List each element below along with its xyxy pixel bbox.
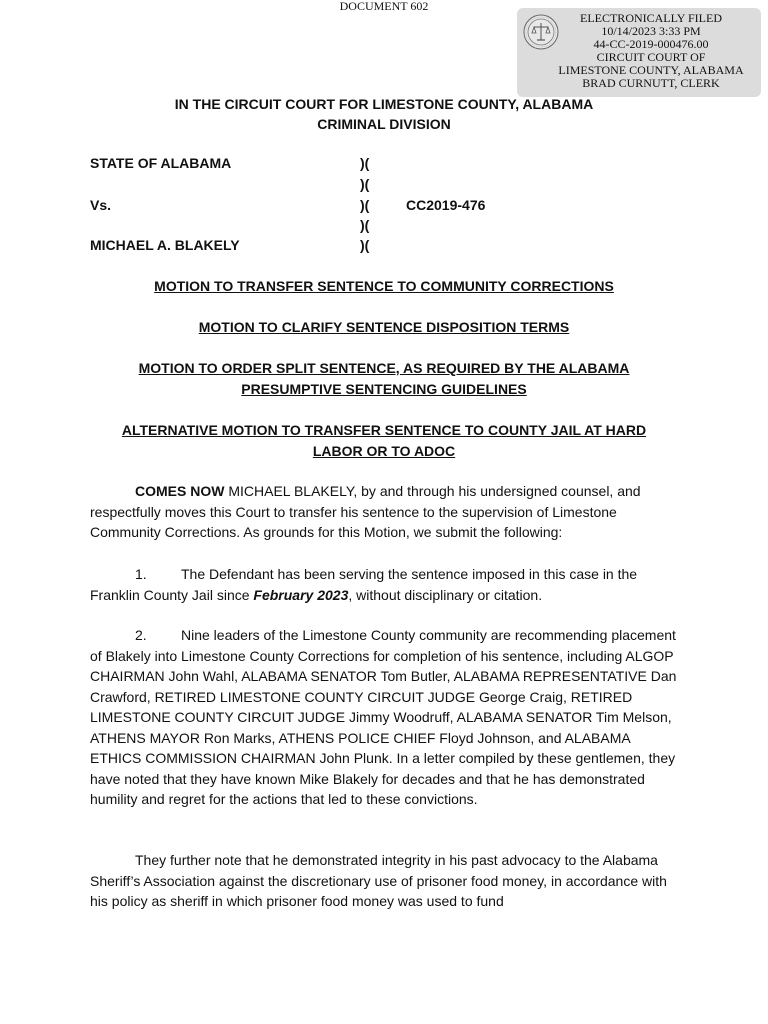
- motion-title: MOTION TO CLARIFY SENTENCE DISPOSITION TERMS: [198, 319, 570, 335]
- court-header: [90, 94, 678, 134]
- court-division: CRIMINAL DIVISION: [317, 116, 451, 132]
- motion-title: MOTION TO TRANSFER SENTENCE TO COMMUNITY CORRECTIONS: [154, 278, 614, 294]
- caption-defendant: MICHAEL A. BLAKELY: [90, 237, 240, 253]
- intro-text: MICHAEL BLAKELY, by and through his undersigned counsel, and respectfully moves this Court to transfer his sentence to the supervision of Limestone Community Corrections. As grounds for this Motion, we submit the following:: [90, 483, 641, 540]
- paragraph-number: 1.: [135, 566, 147, 582]
- caption-separator: )(: [360, 197, 370, 213]
- document-number: DOCUMENT 602: [339, 0, 429, 13]
- paragraph-3: [90, 850, 682, 912]
- motion-title: [90, 358, 678, 400]
- stamp-line: 44-CC-2019-000476.00: [593, 37, 709, 51]
- caption-separator: )(: [360, 155, 370, 171]
- paragraph-1: [90, 564, 682, 605]
- motion-title: [90, 420, 678, 462]
- emphasis-date: February 2023: [253, 586, 349, 603]
- filing-stamp-text: [541, 12, 761, 90]
- caption-versus: Vs.: [90, 197, 112, 213]
- case-number: CC2019-476: [406, 197, 486, 213]
- intro-paragraph: [90, 481, 682, 543]
- motion-title-line: PRESUMPTIVE SENTENCING GUIDELINES: [241, 381, 527, 397]
- stamp-line: 10/14/2023 3:33 PM: [601, 24, 701, 38]
- motion-title-line: MOTION TO ORDER SPLIT SENTENCE, AS REQUIRED BY THE ALABAMA: [138, 360, 630, 376]
- caption-party: STATE OF ALABAMA: [90, 155, 232, 171]
- paragraph-text: The Defendant has been serving the sentence imposed in this case in the Franklin County Jail since: [90, 566, 638, 603]
- comes-now: COMES NOW: [135, 483, 225, 499]
- stamp-line: ELECTRONICALLY FILED: [579, 11, 722, 25]
- paragraph-number: 2.: [135, 627, 147, 643]
- filing-stamp: [517, 8, 761, 97]
- stamp-line: BRAD CURNUTT, CLERK: [582, 76, 720, 90]
- motion-title-line: LABOR OR TO ADOC: [312, 443, 456, 459]
- caption-separator: )(: [360, 237, 370, 253]
- court-name: IN THE CIRCUIT COURT FOR LIMESTONE COUNTY, ALABAMA: [174, 96, 594, 112]
- paragraph-text: , without disciplinary or citation.: [348, 586, 543, 603]
- stamp-line: LIMESTONE COUNTY, ALABAMA: [558, 63, 744, 77]
- paragraph-text: Nine leaders of the Limestone County community are recommending placement of Blakely into Limestone County Corrections for completion of his sentence, including ALGOP CHAIRMAN John Wahl, ALABAMA SENATOR Tom Butler, ALABAMA REPRESENTATIVE Dan Crawford, RETIRED LIMESTONE COUNTY CIRCUIT JUDGE George Craig, RETIRED LIMESTONE COUNTY CIRCUIT JUDGE Jimmy Woodruff, ALABAMA SENATOR Tim Melson, ATHENS MAYOR Ron Marks, ATHENS POLICE CHIEF Floyd Johnson, and ALABAMA ETHICS COMMISSION CHAIRMAN John Plunk. In a letter compiled by these gentlemen, they have noted that they have known Mike Blakely for decades and that he has demonstrated humility and regret for the actions that led to these convictions.: [90, 627, 677, 807]
- paragraph-text: They further note that he demonstrated integrity in his past advocacy to the Alabama Sheriff’s Association against the discretionary use of prisoner food money, in accordance with his policy as sheriff in which prisoner food money was used to fund: [90, 852, 667, 909]
- paragraph-2: [90, 625, 682, 810]
- stamp-line: CIRCUIT COURT OF: [596, 50, 706, 64]
- motion-title-line: ALTERNATIVE MOTION TO TRANSFER SENTENCE TO COUNTY JAIL AT HARD: [121, 422, 647, 438]
- caption-separator: )(: [360, 217, 370, 233]
- caption-separator: )(: [360, 176, 370, 192]
